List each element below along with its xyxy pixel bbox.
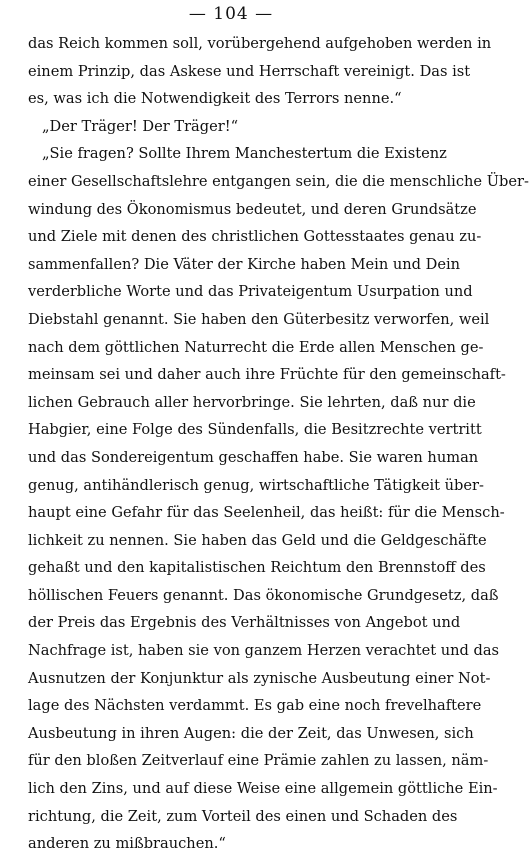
text-line: meinsam sei und daher auch ihre Früchte für den gemeinschaft- <box>28 366 506 384</box>
text-line: „Sie fragen? Sollte Ihrem Manchestertum die Existenz <box>42 145 447 163</box>
text-line: Ausnutzen der Konjunktur als zynische Ausbeutung einer Not- <box>28 669 491 687</box>
text-line: windung des Ökonomismus bedeutet, und deren Grundsätze <box>28 200 477 218</box>
text-line: lichen Gebrauch aller hervorbringe. Sie lehrten, daß nur die <box>28 393 476 411</box>
text-line: höllischen Feuers genannt. Das ökonomische Grundgesetz, daß <box>28 586 499 604</box>
text-line: das Reich kommen soll, vorübergehend aufgehoben werden in <box>28 35 492 52</box>
text-line: und Ziele mit denen des christlichen Gottesstaates genau zu- <box>28 228 482 246</box>
body-text <box>28 30 529 858</box>
text-line: anderen zu mißbrauchen.“ <box>28 835 226 853</box>
text-line: Nachfrage ist, haben sie von ganzem Herzen verachtet und das <box>28 642 500 660</box>
text-line: gehaßt und den kapitalistischen Reichtum den Brennstoff des <box>28 559 486 577</box>
text-line: verderbliche Worte und das Privateigentum Usurpation und <box>28 283 473 301</box>
text-line: genug, antihändlerisch genug, wirtschaftliche Tätigkeit über- <box>28 476 484 494</box>
text-line: einem Prinzip, das Askese und Herrschaft vereinigt. Das ist <box>28 62 471 80</box>
text-line: der Preis das Ergebnis des Verhältnisses von Angebot und <box>28 614 461 632</box>
text-line: haupt eine Gefahr für das Seelenheil, das heißt: für die Mensch- <box>28 504 505 522</box>
text-line: „Der Träger! Der Träger!“ <box>42 117 239 135</box>
text-line: Ausbeutung in ihren Augen: die der Zeit, das Unwesen, sich <box>28 724 474 742</box>
text-line: für den bloßen Zeitverlauf eine Prämie zahlen zu lassen, näm- <box>28 752 489 770</box>
text-line: und das Sondereigentum geschaffen habe. Sie waren human <box>28 448 479 466</box>
text-line: nach dem göttlichen Naturrecht die Erde allen Menschen ge- <box>28 338 484 356</box>
text-line: es, was ich die Notwendigkeit des Terrors nenne.“ <box>28 90 402 108</box>
text-line: Habgier, eine Folge des Sündenfalls, die Besitzrechte vertritt <box>28 421 482 439</box>
text-line: richtung, die Zeit, zum Vorteil des einen und Schaden des <box>28 807 458 825</box>
page-number: — 104 — <box>188 4 274 24</box>
text-line: lichkeit zu nennen. Sie haben das Geld und die Geldgeschäfte <box>28 531 487 549</box>
text-line: sammenfallen? Die Väter der Kirche haben Mein und Dein <box>28 255 461 273</box>
text-line: einer Gesellschaftslehre entgangen sein, die die menschliche Über- <box>28 172 529 190</box>
text-line: Diebstahl genannt. Sie haben den Güterbesitz verworfen, weil <box>28 310 490 328</box>
text-line: lage des Nächsten verdammt. Es gab eine noch frevelhaftere <box>28 697 482 715</box>
text-line: lich den Zins, und auf diese Weise eine allgemein göttliche Ein- <box>28 780 498 798</box>
